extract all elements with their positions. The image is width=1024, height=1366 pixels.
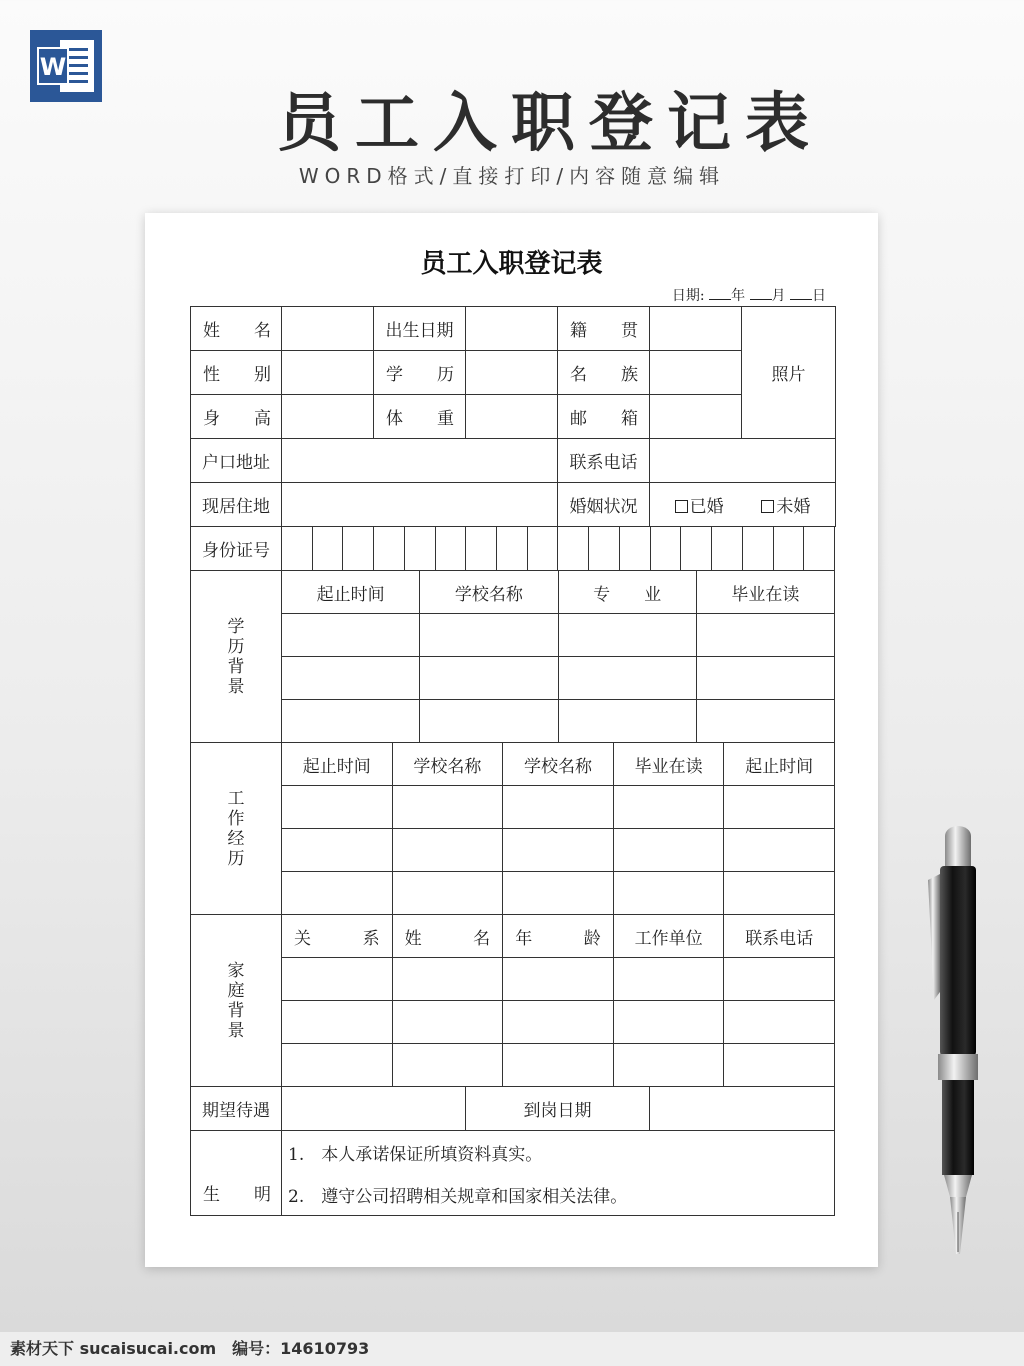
table-row	[191, 1001, 835, 1044]
table-row	[191, 958, 835, 1001]
registration-form	[190, 306, 835, 1216]
label-start-date: 到岗日期	[466, 1087, 650, 1131]
work-cell[interactable]	[282, 872, 393, 915]
date-month: 月	[771, 288, 786, 304]
label-birth: 出生日期	[374, 307, 466, 351]
id-digit-cell[interactable]	[343, 527, 374, 571]
family-header: 工作单位	[613, 915, 724, 958]
work-cell[interactable]	[282, 829, 393, 872]
input-email[interactable]	[650, 395, 742, 439]
work-cell[interactable]	[503, 872, 614, 915]
unmarried-option[interactable]	[761, 497, 810, 517]
label-ethnicity: 名 族	[558, 351, 650, 395]
family-header: 关 系	[282, 915, 393, 958]
edu-header: 专 业	[558, 571, 696, 614]
input-education[interactable]	[466, 351, 558, 395]
input-hukou[interactable]	[282, 439, 558, 483]
edu-header: 毕业在读	[696, 571, 834, 614]
table-row	[191, 829, 835, 872]
id-digit-cell[interactable]	[742, 527, 773, 571]
work-cell[interactable]	[724, 829, 835, 872]
declaration-item: 2. 遵守公司招聘相关规章和国家相关法律。	[282, 1173, 835, 1216]
input-start-date[interactable]	[650, 1087, 835, 1131]
input-salary[interactable]	[282, 1087, 466, 1131]
family-cell[interactable]	[724, 1001, 835, 1044]
work-cell[interactable]	[613, 786, 724, 829]
edu-header: 学校名称	[420, 571, 558, 614]
day-blank[interactable]	[790, 287, 812, 300]
edu-cell[interactable]	[696, 614, 834, 657]
work-cell[interactable]	[724, 786, 835, 829]
work-cell[interactable]	[613, 829, 724, 872]
family-cell[interactable]	[724, 958, 835, 1001]
declaration-label: 生 明	[191, 1131, 282, 1216]
edu-cell[interactable]	[282, 614, 420, 657]
edu-cell[interactable]	[282, 657, 420, 700]
table-row	[191, 657, 835, 700]
input-native[interactable]	[650, 307, 742, 351]
table-row	[191, 872, 835, 915]
table-row	[191, 1044, 835, 1087]
edu-cell[interactable]	[420, 614, 558, 657]
id-digit-cell[interactable]	[312, 527, 343, 571]
family-cell[interactable]	[613, 1001, 724, 1044]
edu-cell[interactable]	[420, 700, 558, 743]
work-cell[interactable]	[503, 786, 614, 829]
label-gender: 性 别	[191, 351, 282, 395]
family-cell[interactable]	[503, 1001, 614, 1044]
svg-text:W: W	[39, 53, 67, 81]
work-cell[interactable]	[392, 872, 503, 915]
family-header: 年 龄	[503, 915, 614, 958]
id-digit-cell[interactable]	[619, 527, 650, 571]
date-line	[672, 285, 826, 305]
label-phone: 联系电话	[558, 439, 650, 483]
month-blank[interactable]	[750, 287, 772, 300]
input-weight[interactable]	[466, 395, 558, 439]
id-digit-cell[interactable]	[527, 527, 558, 571]
education-table	[190, 570, 835, 743]
input-ethnicity[interactable]	[650, 351, 742, 395]
table-row	[191, 700, 835, 743]
id-digit-cell[interactable]	[435, 527, 466, 571]
photo-box[interactable]: 照片	[742, 307, 836, 439]
declaration-table	[190, 1130, 835, 1216]
work-cell[interactable]	[392, 829, 503, 872]
family-cell[interactable]	[503, 958, 614, 1001]
id-digit-cell[interactable]	[712, 527, 743, 571]
family-table	[190, 914, 835, 1087]
label-education: 学 历	[374, 351, 466, 395]
label-marital: 婚姻状况	[558, 483, 650, 527]
edu-cell[interactable]	[558, 657, 696, 700]
banner-subtitle: WORD格式/直接打印/内容随意编辑	[298, 164, 726, 188]
date-year: 年	[731, 288, 746, 304]
label-native: 籍 贯	[558, 307, 650, 351]
family-header: 联系电话	[724, 915, 835, 958]
family-cell[interactable]	[392, 1001, 503, 1044]
married-option[interactable]	[675, 497, 724, 517]
work-cell[interactable]	[613, 872, 724, 915]
id-digit-cell[interactable]	[773, 527, 804, 571]
work-cell[interactable]	[724, 872, 835, 915]
date-label: 日期:	[671, 288, 705, 304]
id-number-table	[190, 526, 835, 571]
input-gender[interactable]	[282, 351, 374, 395]
expectation-table	[190, 1086, 835, 1131]
unmarried-checkbox[interactable]	[761, 500, 774, 513]
label-email: 邮 箱	[558, 395, 650, 439]
id-digit-cell[interactable]	[466, 527, 497, 571]
id-digit-cell[interactable]	[404, 527, 435, 571]
work-header: 起止时间	[724, 743, 835, 786]
date-day: 日	[812, 288, 826, 304]
family-cell[interactable]	[613, 1044, 724, 1087]
year-blank[interactable]	[709, 287, 731, 300]
document-title: 员工入职登记表	[420, 249, 603, 279]
edu-header: 起止时间	[282, 571, 420, 614]
basic-info-table	[190, 306, 836, 527]
input-birth[interactable]	[466, 307, 558, 351]
work-header: 学校名称	[503, 743, 614, 786]
work-cell[interactable]	[503, 829, 614, 872]
id-digit-cell[interactable]	[558, 527, 589, 571]
table-row	[191, 614, 835, 657]
id-digit-cell[interactable]	[497, 527, 528, 571]
input-height[interactable]	[282, 395, 374, 439]
edu-cell[interactable]	[558, 700, 696, 743]
id-digit-cell[interactable]	[589, 527, 620, 571]
input-phone[interactable]	[650, 439, 836, 483]
work-table	[190, 742, 835, 915]
family-cell[interactable]	[392, 958, 503, 1001]
label-height: 身 高	[191, 395, 282, 439]
work-cell[interactable]	[282, 786, 393, 829]
married-label: 已婚	[689, 497, 724, 517]
id-digit-cell[interactable]	[282, 527, 313, 571]
family-section-label: 家庭背景	[191, 915, 282, 1087]
id-digit-cell[interactable]	[650, 527, 681, 571]
work-header: 学校名称	[392, 743, 503, 786]
watermark: 素材天下 sucaisucai.com 编号：14610793	[0, 1332, 1024, 1366]
input-residence[interactable]	[282, 483, 558, 527]
family-cell[interactable]	[392, 1044, 503, 1087]
family-cell[interactable]	[282, 1001, 393, 1044]
family-cell[interactable]	[282, 958, 393, 1001]
family-cell[interactable]	[724, 1044, 835, 1087]
label-weight: 体 重	[374, 395, 466, 439]
edu-cell[interactable]	[696, 700, 834, 743]
education-section-label: 学历背景	[191, 571, 282, 743]
document-page	[145, 213, 878, 1267]
id-digit-cell[interactable]	[681, 527, 712, 571]
banner-title: 员工入职登记表	[277, 87, 823, 161]
family-cell[interactable]	[613, 958, 724, 1001]
declaration-item: 1. 本人承诺保证所填资料真实。	[282, 1131, 835, 1174]
work-header: 起止时间	[282, 743, 393, 786]
id-digit-cell[interactable]	[804, 527, 835, 571]
work-header: 毕业在读	[613, 743, 724, 786]
label-name: 姓 名	[191, 307, 282, 351]
label-id-number: 身份证号	[191, 527, 282, 571]
married-checkbox[interactable]	[675, 500, 688, 513]
label-hukou: 户口地址	[191, 439, 282, 483]
family-header: 姓 名	[392, 915, 503, 958]
edu-cell[interactable]	[696, 657, 834, 700]
edu-cell[interactable]	[558, 614, 696, 657]
work-cell[interactable]	[392, 786, 503, 829]
label-salary: 期望待遇	[191, 1087, 282, 1131]
label-residence: 现居住地	[191, 483, 282, 527]
family-cell[interactable]	[503, 1044, 614, 1087]
id-digit-cell[interactable]	[374, 527, 405, 571]
input-name[interactable]	[282, 307, 374, 351]
family-cell[interactable]	[282, 1044, 393, 1087]
edu-cell[interactable]	[420, 657, 558, 700]
unmarried-label: 未婚	[776, 497, 811, 517]
marital-options	[650, 483, 836, 527]
pen-icon	[918, 822, 990, 1257]
work-section-label: 工作经历	[191, 743, 282, 915]
table-row	[191, 786, 835, 829]
edu-cell[interactable]	[282, 700, 420, 743]
